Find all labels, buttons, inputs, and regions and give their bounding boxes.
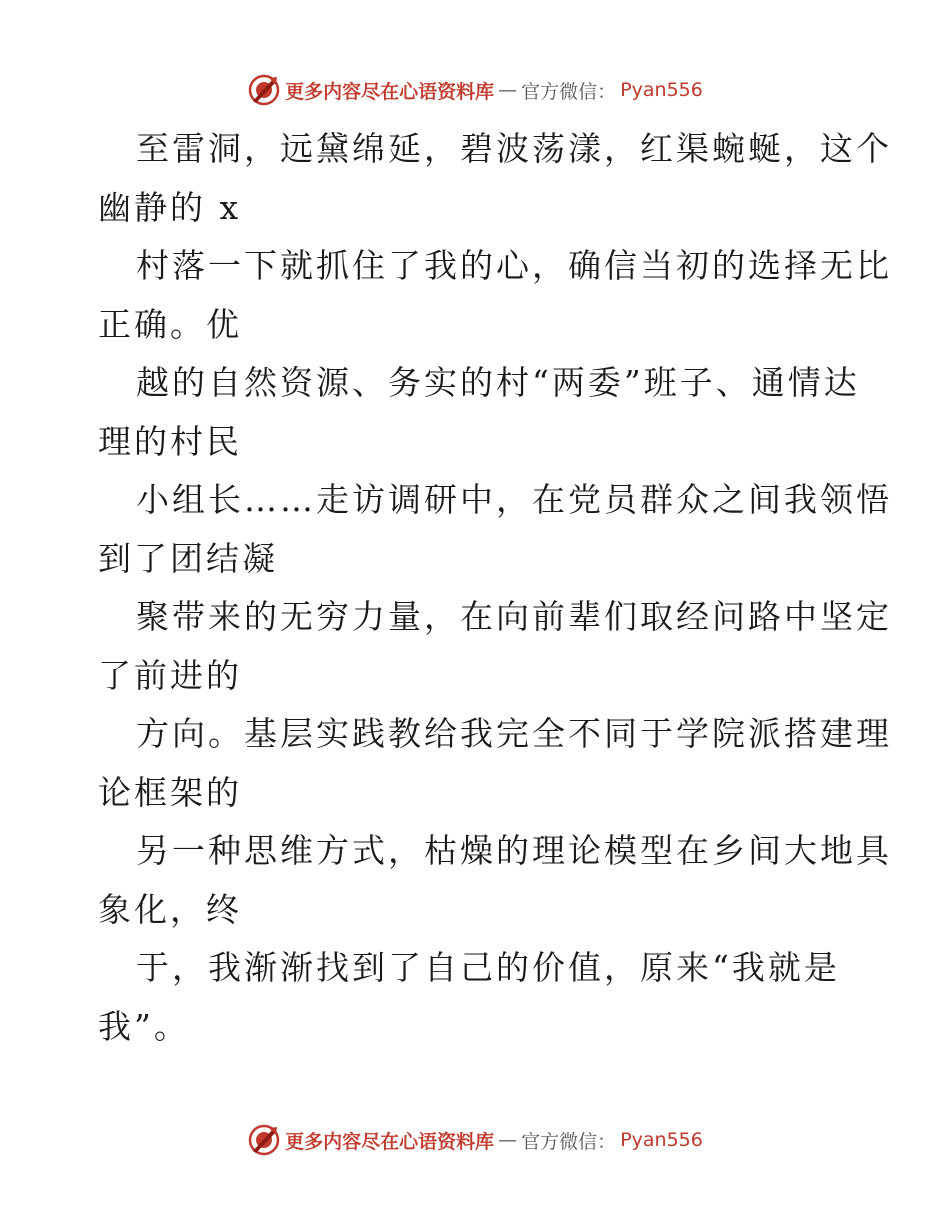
body-line: 方向。基层实践教给我完全不同于学院派搭建理	[136, 714, 892, 753]
header-banner	[0, 70, 950, 110]
banner-dash: —	[498, 79, 518, 101]
footer-banner	[0, 1120, 950, 1160]
quill-logo-icon	[247, 1123, 281, 1157]
wechat-account: Pyan556	[620, 1129, 703, 1151]
body-line: 了前进的	[98, 655, 242, 695]
body-line: 我”。	[98, 1006, 190, 1046]
body-line: 另一种思维方式，枯燥的理论模型在乡间大地具	[136, 831, 892, 870]
body-line: 理的村民	[98, 421, 242, 461]
body-line: 幽静的 x	[98, 187, 242, 227]
document-body	[98, 120, 892, 1056]
quill-logo-icon	[247, 73, 281, 107]
body-line: 论框架的	[98, 772, 242, 812]
body-line: 至雷洞，远黛绵延，碧波荡漾，红渠蜿蜒，这个	[136, 129, 892, 168]
body-line: 小组长……走访调研中，在党员群众之间我领悟	[136, 480, 892, 519]
site-name-text: 更多内容尽在心语资料库	[285, 80, 495, 103]
banner-dash: —	[498, 1129, 518, 1151]
body-line: 正确。优	[98, 304, 242, 344]
body-line: 到了团结凝	[98, 538, 278, 578]
wechat-account: Pyan556	[620, 79, 703, 101]
site-name-text: 更多内容尽在心语资料库	[285, 1130, 495, 1153]
body-line: 于，我渐渐找到了自己的价值，原来“我就是	[136, 948, 840, 987]
body-line: 越的自然资源、务实的村“两委”班子、通情达	[136, 363, 860, 402]
wechat-label: 官方微信：	[521, 80, 617, 103]
wechat-label: 官方微信：	[521, 1130, 617, 1153]
body-line: 村落一下就抓住了我的心，确信当初的选择无比	[136, 246, 892, 285]
body-line: 聚带来的无穷力量，在向前辈们取经问路中坚定	[136, 597, 892, 636]
body-line: 象化，终	[98, 889, 242, 929]
